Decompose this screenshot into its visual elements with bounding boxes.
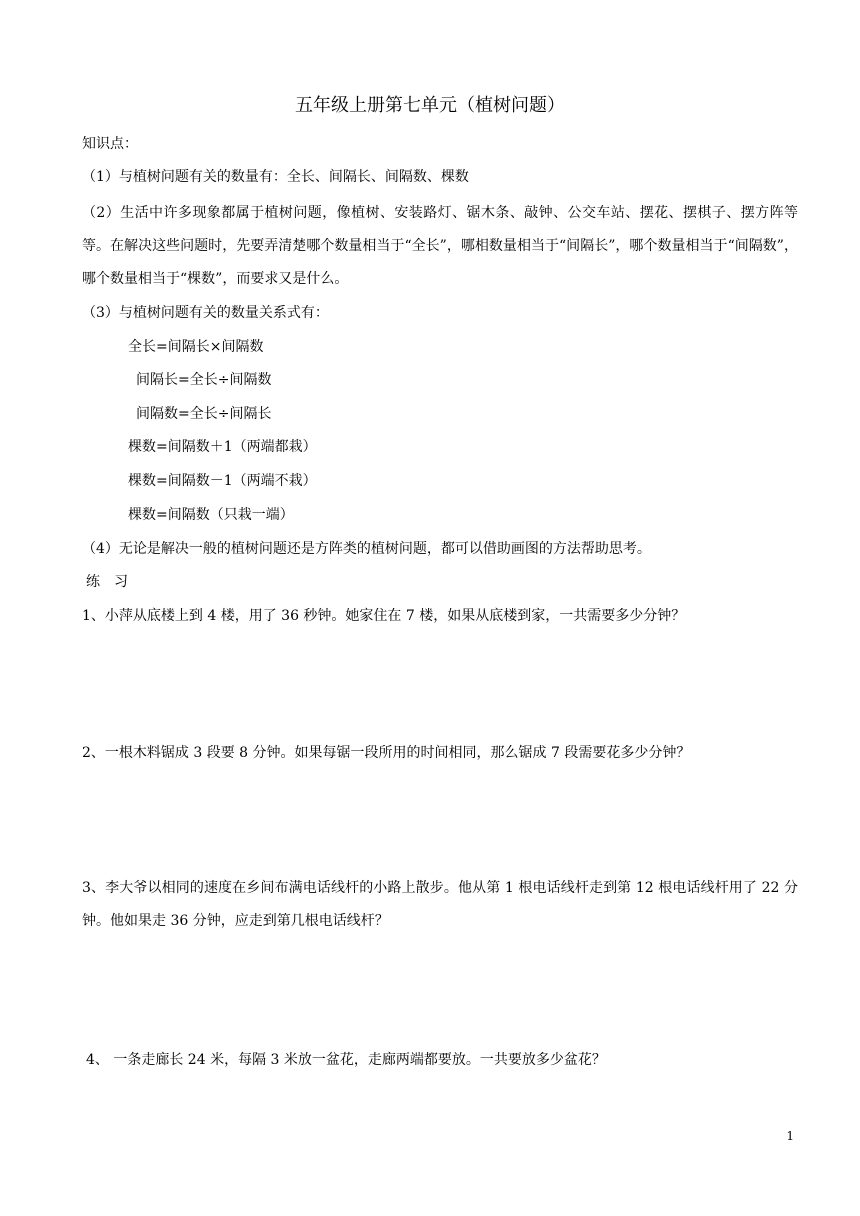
formula-interval-count: 间隔数=全长÷间隔长	[136, 406, 272, 422]
knowledge-point-4: （4）无论是解决一般的植树问题还是方阵类的植树问题，都可以借助画图的方法帮助思考。	[82, 541, 651, 557]
formula-trees-both-ends: 棵数=间隔数＋1（两端都栽）	[128, 439, 317, 455]
knowledge-point-1: （1）与植树问题有关的数量有：全长、间隔长、间隔数、棵数	[82, 169, 469, 185]
knowledge-heading: 知识点：	[82, 136, 138, 152]
exercise-heading: 练 习	[86, 574, 128, 590]
formula-trees-one-end: 棵数=间隔数（只栽一端）	[128, 507, 294, 523]
formula-trees-no-ends: 棵数=间隔数－1（两端不栽）	[128, 473, 317, 489]
knowledge-point-2: （2）生活中许多现象都属于植树问题，像植树、安装路灯、锯木条、敲钟、公交车站、摆花、摆棋子、摆方阵等等。在解决这些问题时，先要弄清楚哪个数量相当于“全长”，哪相数量相当于“间隔长”，哪个数量相当于“间隔数”，哪个数量相当于“棵数”，而要求又是什么。	[82, 205, 798, 287]
question-2: 2、一根木料锯成 3 段要 8 分钟。如果每锯一段所用的时间相同，那么锯成 7 段需要花多少分钟？	[82, 745, 691, 761]
knowledge-point-3: （3）与植树问题有关的数量关系式有：	[82, 305, 329, 321]
formula-total-length: 全长=间隔长×间隔数	[128, 339, 264, 355]
page-number: 1	[786, 1129, 794, 1143]
question-4: 4、 一条走廊长 24 米，每隔 3 米放一盆花，走廊两端都要放。一共要放多少盆花？	[86, 1052, 606, 1068]
formula-interval-length: 间隔长=全长÷间隔数	[136, 372, 272, 388]
question-1: 1、小萍从底楼上到 4 楼，用了 36 秒钟。她家住在 7 楼，如果从底楼到家，一共需要多少分钟？	[82, 608, 686, 624]
question-3: 3、李大爷以相同的速度在乡间布满电话线杆的小路上散步。他从第 1 根电话线杆走到第 12 根电话线杆用了 22 分钟。他如果走 36 分钟，应走到第几根电话线杆？	[82, 880, 798, 929]
document-title: 五年级上册第七单元（植树问题）	[295, 95, 565, 116]
